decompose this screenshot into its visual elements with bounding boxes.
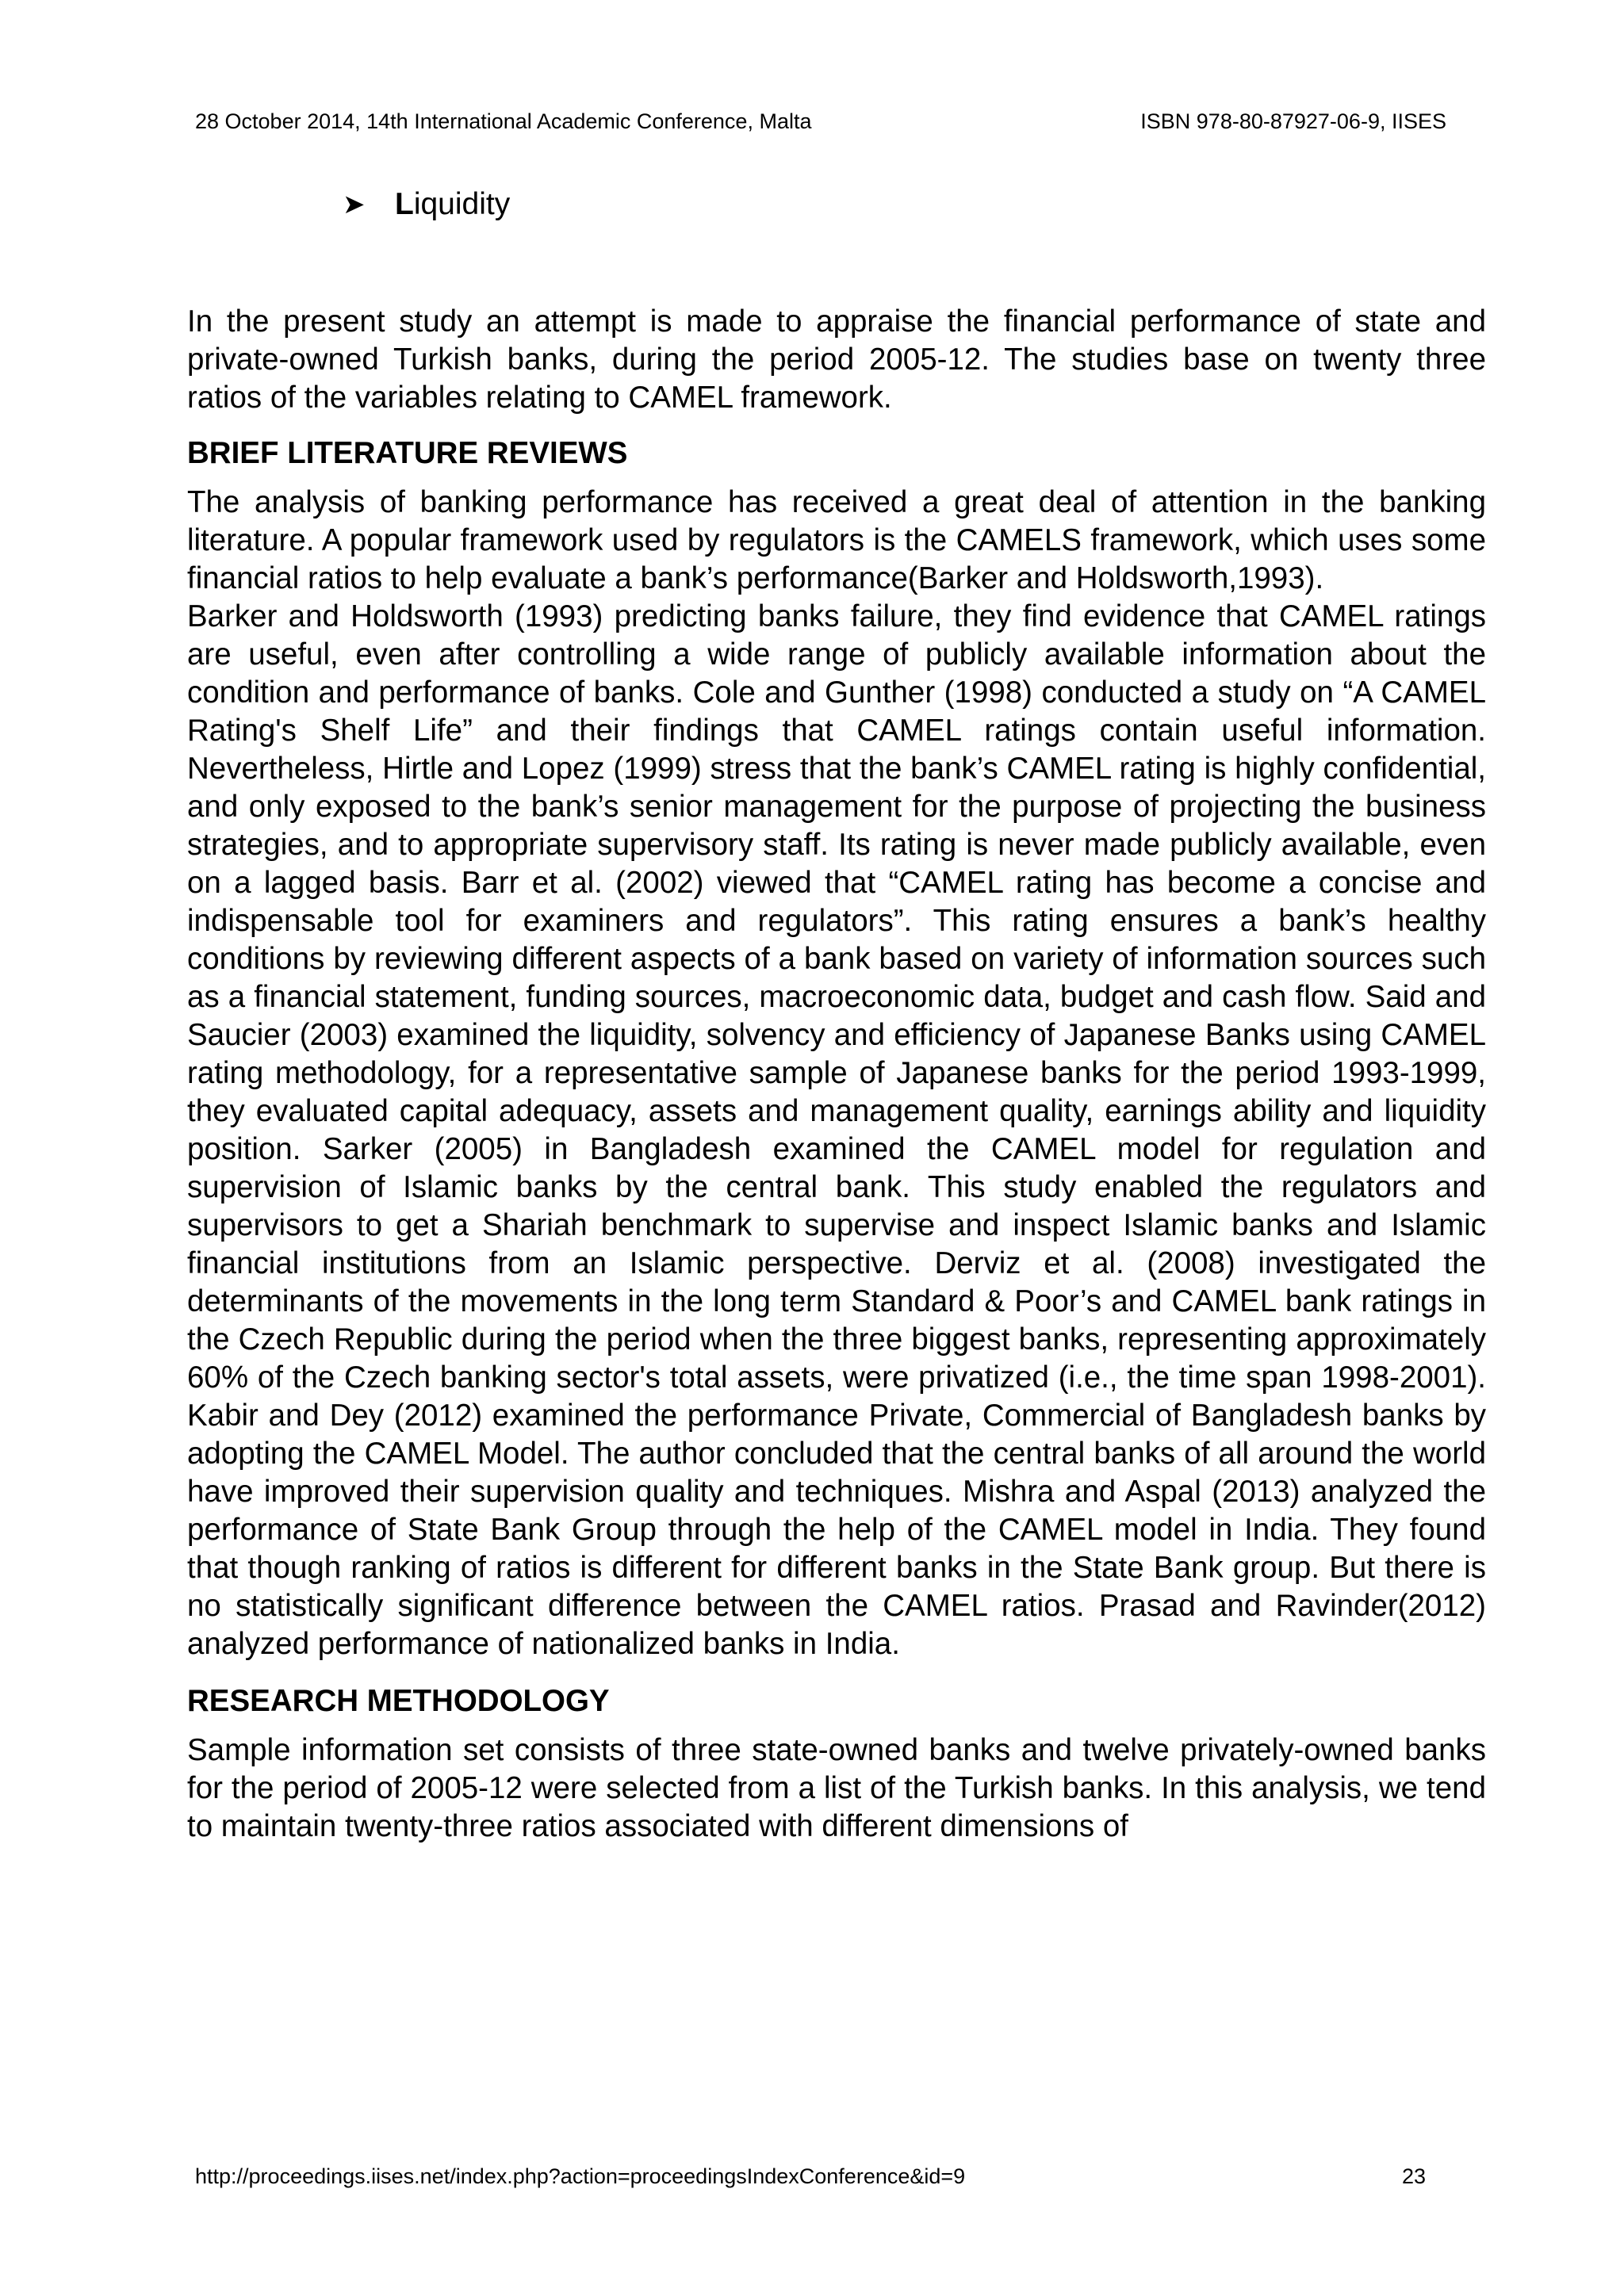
footer-url: http://proceedings.iises.net/index.php?action=proceedingsIndexConference&id=9 (195, 2164, 966, 2188)
bullet-text (395, 187, 510, 222)
methodology-heading: RESEARCH METHODOLOGY (187, 1684, 610, 1718)
page-header (195, 109, 1446, 138)
bullet-rest: iquidity (413, 187, 511, 221)
bullet-first-letter: L (395, 187, 414, 221)
methodology-paragraph: Sample information set consists of three state-owned banks and twelve privately-owned banks for the period of 2005-12 were selected from a list of the Turkish banks. In this analysis, we tend to maintain twenty-three ratios associated with different dimensions of (187, 1733, 1486, 1843)
intro-paragraph: In the present study an attempt is made to appraise the financial performance of state and private-owned Turkish banks, during the period 2005-12. The studies base on twenty three ratios of the variables relating to CAMEL framework. (187, 304, 1486, 415)
literature-paragraph-2: Barker and Holdsworth (1993) predicting banks failure, they find evidence that CAMEL ratings are useful, even after controlling a wide range of publicly available information about the condition and performance of banks. Cole and Gunther (1998) conducted a study on “A CAMEL Rating's Shelf Life” and their findings that CAMEL ratings contain useful information. Nevertheless, Hirtle and Lopez (1999) stress that the bank’s CAMEL rating is highly confidential, and only exposed to the bank’s senior management for the purpose of projecting the business strategies, and to appropriate supervisory staff. Its rating is never made publicly available, even on a lagged basis. Barr et al. (2002) viewed that “CAMEL rating has become a concise and indispensable tool for examiners and regulators”. This rating ensures a bank’s healthy conditions by reviewing different aspects of a bank based on variety of information sources such as a financial statement, funding sources, macroeconomic data, budget and cash flow. Said and Saucier (2003) examined the liquidity, solvency and efficiency of Japanese Banks using CAMEL rating methodology, for a representative sample of Japanese banks for the period 1993-1999, they evaluated capital adequacy, assets and management quality, earnings ability and liquidity position. Sarker (2005) in Bangladesh examined the CAMEL model for regulation and supervision of Islamic banks by the central bank. This study enabled the regulators and supervisors to get a Shariah benchmark to supervise and inspect Islamic banks and Islamic financial institutions from an Islamic perspective. Derviz et al. (2008) investigated the determinants of the movements in the long term Standard & Poor’s and CAMEL bank ratings in the Czech Republic during the period when the three biggest banks, representing approximately 60% of the Czech banking sector's total assets, were privatized (i.e., the time span 1998-2001). Kabir and Dey (2012) examined the performance Private, Commercial of Bangladesh banks by adopting the CAMEL Model. The author concluded that the central banks of all around the world have improved their supervision quality and techniques. Mishra and Aspal (2013) analyzed the performance of State Bank Group through the help of the CAMEL model in India. They found that though ranking of ratios is different for different banks in the State Bank group. But there is no statistically significant difference between the CAMEL ratios. Prasad and Ravinder(2012) analyzed performance of nationalized banks in India. (187, 599, 1486, 1661)
literature-paragraph-1: The analysis of banking performance has received a great deal of attention in the banking literature. A popular framework used by regulators is the CAMELS framework, which uses some financial ratios to help evaluate a bank’s performance(Barker and Holdsworth,1993). (187, 485, 1486, 595)
header-conference: 28 October 2014, 14th International Academic Conference, Malta (195, 109, 812, 133)
literature-heading: BRIEF LITERATURE REVIEWS (187, 436, 628, 470)
header-isbn: ISBN 978-80-87927-06-9, IISES (1140, 109, 1446, 133)
main-body (187, 303, 1486, 1846)
bullet-item-liquidity (343, 187, 510, 222)
page-number: 23 (1401, 2164, 1426, 2188)
arrow-bullet-icon: ➤ (343, 189, 366, 220)
page-footer (195, 2164, 1446, 2193)
